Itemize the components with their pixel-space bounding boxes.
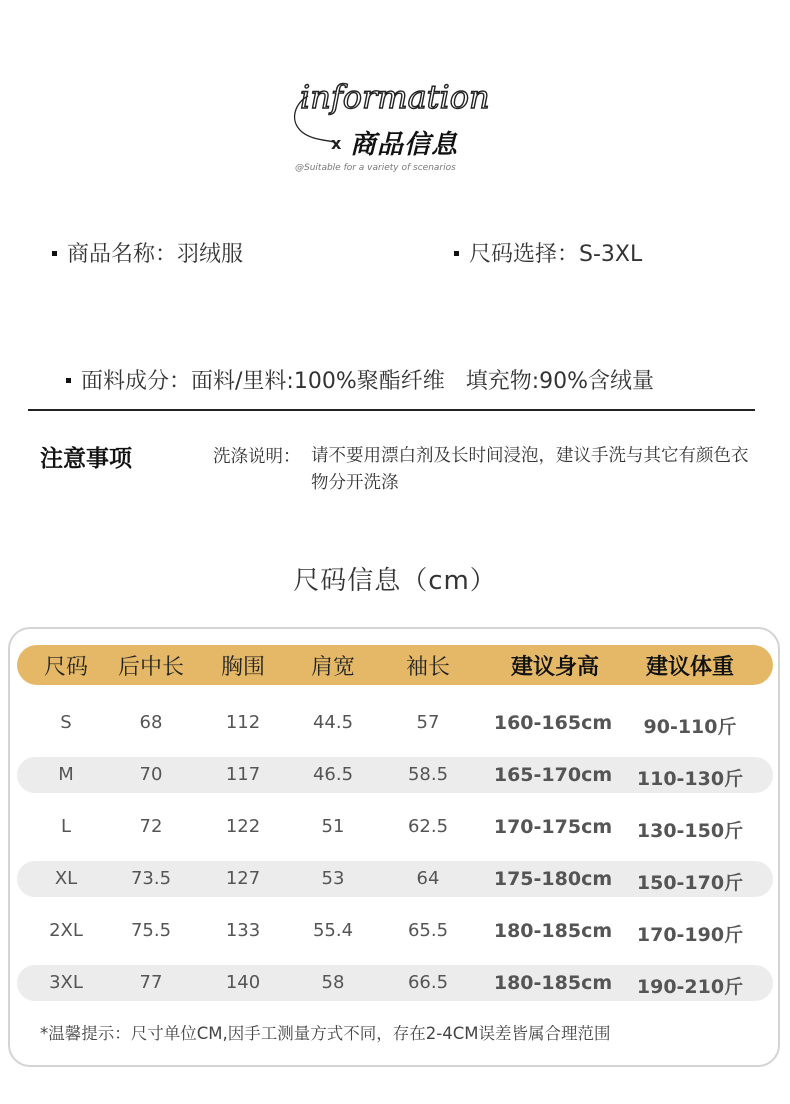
info-sizes-text: 尺码选择：S-3XL bbox=[469, 242, 643, 267]
col-header-height: 建议身高 bbox=[510, 655, 600, 680]
cell-chest: 112 bbox=[225, 712, 261, 733]
cell-back-length: 75.5 bbox=[130, 920, 172, 941]
cell-weight: 150-170斤 bbox=[636, 872, 744, 894]
col-header-shoulder: 肩宽 bbox=[310, 655, 356, 680]
col-header-sleeve: 袖长 bbox=[405, 655, 451, 680]
cell-shoulder: 44.5 bbox=[312, 712, 354, 733]
cell-size: 3XL bbox=[49, 972, 83, 993]
cell-chest: 140 bbox=[225, 972, 261, 993]
cell-back-length: 77 bbox=[139, 972, 163, 993]
info-item-name bbox=[52, 237, 243, 268]
cell-chest: 117 bbox=[225, 764, 261, 785]
cell-sleeve: 58.5 bbox=[407, 764, 449, 785]
logo-title: 商品信息 bbox=[350, 130, 459, 160]
bullet-icon bbox=[52, 251, 57, 256]
notes-title: 注意事项 bbox=[40, 446, 132, 472]
cell-shoulder: 46.5 bbox=[312, 764, 354, 785]
cell-back-length: 73.5 bbox=[130, 868, 172, 889]
info-fabric-text: 面料成分：面料/里料:100%聚酯纤维 填充物:90%含绒量 bbox=[81, 369, 655, 394]
cell-back-length: 68 bbox=[139, 712, 163, 733]
cell-sleeve: 65.5 bbox=[407, 920, 449, 941]
size-chart-title: 尺码信息（cm） bbox=[293, 566, 497, 596]
cell-weight: 130-150斤 bbox=[636, 820, 744, 842]
cell-weight: 190-210斤 bbox=[636, 976, 744, 998]
cell-sleeve: 64 bbox=[416, 868, 440, 889]
col-header-size: 尺码 bbox=[43, 655, 89, 680]
cell-height: 180-185cm bbox=[493, 920, 613, 942]
cell-height: 165-170cm bbox=[493, 764, 613, 786]
cell-weight: 110-130斤 bbox=[636, 768, 744, 790]
cell-chest: 127 bbox=[225, 868, 261, 889]
cell-chest: 133 bbox=[225, 920, 261, 941]
bullet-icon bbox=[66, 378, 71, 383]
logo-subtitle: @Suitable for a variety of scenarios bbox=[295, 163, 456, 173]
cell-sleeve: 62.5 bbox=[407, 816, 449, 837]
cell-size: 2XL bbox=[49, 920, 83, 941]
notes-label: 洗涤说明： bbox=[213, 447, 301, 467]
cell-shoulder: 53 bbox=[321, 868, 345, 889]
cell-weight: 170-190斤 bbox=[636, 924, 744, 946]
cell-sleeve: 57 bbox=[416, 712, 440, 733]
cell-shoulder: 55.4 bbox=[312, 920, 354, 941]
cell-shoulder: 58 bbox=[321, 972, 345, 993]
cell-size: L bbox=[60, 816, 72, 837]
info-item-sizes bbox=[454, 237, 642, 268]
cell-height: 160-165cm bbox=[493, 712, 613, 734]
cell-size: XL bbox=[54, 868, 78, 889]
col-header-back-length: 后中长 bbox=[117, 655, 185, 680]
size-chart-card bbox=[8, 627, 780, 1067]
info-name-text: 商品名称：羽绒服 bbox=[67, 242, 244, 267]
col-header-weight: 建议体重 bbox=[645, 655, 735, 680]
cell-size: M bbox=[58, 764, 74, 785]
cell-height: 180-185cm bbox=[493, 972, 613, 994]
size-chart-footnote: *温馨提示：尺寸单位CM,因手工测量方式不同，存在2-4CM误差皆属合理范围 bbox=[40, 1024, 611, 1043]
cell-back-length: 72 bbox=[139, 816, 163, 837]
cell-chest: 122 bbox=[225, 816, 261, 837]
cell-sleeve: 66.5 bbox=[407, 972, 449, 993]
cell-weight: 90-110斤 bbox=[643, 716, 737, 738]
section-divider bbox=[28, 409, 755, 411]
col-header-chest: 胸围 bbox=[220, 655, 266, 680]
logo-wordmark: information bbox=[300, 78, 490, 116]
notes-text: 请不要用漂白剂及长时间浸泡，建议手洗与其它有颜色衣物分开洗涤 bbox=[311, 446, 749, 493]
bullet-icon bbox=[454, 251, 459, 256]
cell-height: 170-175cm bbox=[493, 816, 613, 838]
cell-shoulder: 51 bbox=[321, 816, 345, 837]
cell-size: S bbox=[60, 712, 72, 733]
cell-height: 175-180cm bbox=[493, 868, 613, 890]
logo-x-mark: x bbox=[331, 134, 342, 153]
info-item-fabric bbox=[52, 339, 654, 395]
cell-back-length: 70 bbox=[139, 764, 163, 785]
